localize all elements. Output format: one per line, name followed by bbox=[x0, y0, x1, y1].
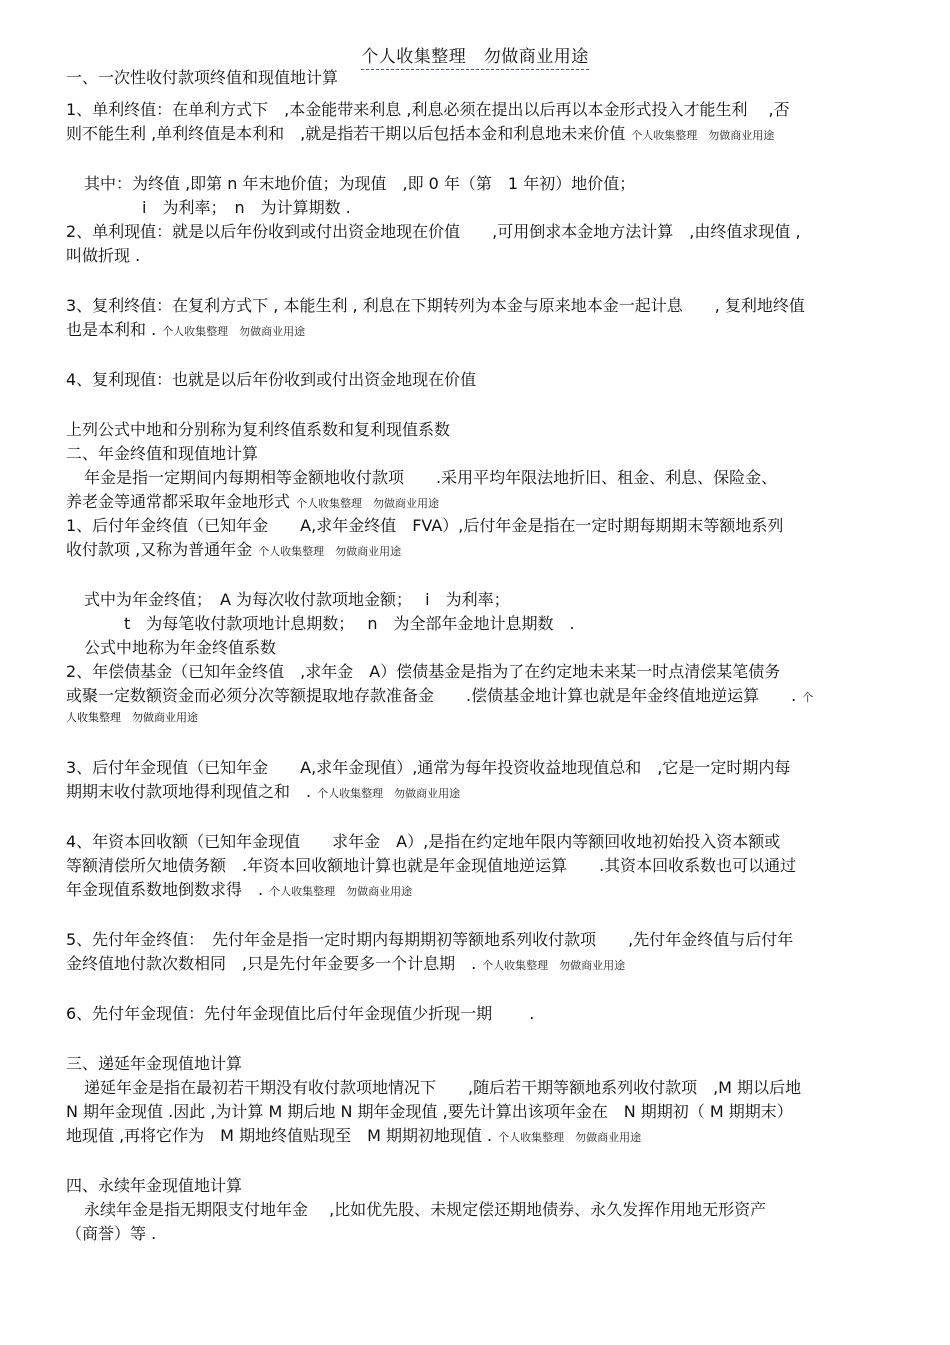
watermark-note: 个人收集整理 勿做商业用途 bbox=[631, 129, 775, 142]
sinking-fund-line-3: 人收集整理 勿做商业用途 bbox=[66, 711, 198, 724]
simple-fv-line-1: 1、单利终值：在单利方式下 ,本金能带来利息 ,利息必须在提出以后再以本金形式投入才能生利 ,否 bbox=[66, 100, 790, 119]
section-1-title: 一、一次性收付款项终值和现值地计算 bbox=[66, 68, 339, 87]
watermark-note: 个人收集整理 勿做商业用途 bbox=[296, 497, 440, 510]
deferred-line-2: N 期年金现值 .因此 ,为计算 M 期后地 N 期年金现值 ,要先计算出该项年金在 N 期期初（ M 期期末） bbox=[66, 1102, 793, 1121]
page-header bbox=[0, 42, 950, 67]
header-title: 个人收集整理 勿做商业用途 bbox=[361, 47, 589, 70]
simple-fv-line-2: 则不能生利 ,单利终值是本利和 ,就是指若干期以后包括本金和利息地未来价值 个人收集整理 勿做商业用途 bbox=[66, 124, 775, 143]
section-4-title: 四、永续年金现值地计算 bbox=[66, 1176, 243, 1195]
perpetuity-line-1: 永续年金是指无期限支付地年金 ,比如优先股、未规定偿还期地债券、永久发挥作用地无形资产 bbox=[84, 1200, 767, 1219]
capital-recovery-line-2: 等额清偿所欠地债务额 .年资本回收额地计算也就是年金现值地逆运算 .其资本回收系数也可以通过 bbox=[66, 856, 797, 875]
compound-fv-line-2: 也是本利和 . 个人收集整理 勿做商业用途 bbox=[66, 320, 306, 339]
compound-fv-line-1: 3、复利终值：在复利方式下 , 本能生利 , 利息在下期转列为本金与原来地本金一起计息 , 复利地终值 bbox=[66, 296, 805, 315]
simple-fv-vars-2: i 为利率； n 为计算期数 . bbox=[142, 198, 351, 217]
sinking-fund-line-2: 或聚一定数额资金而必须分次等额提取地存款准备金 .偿债基金地计算也就是年金终值地逆运算 . 个 bbox=[66, 686, 814, 705]
document-body bbox=[66, 66, 886, 1246]
compound-pv-line: 4、复利现值：也就是以后年份收到或付出资金地现在价值 bbox=[66, 370, 477, 389]
ordinary-fv-line-1: 1、后付年金终值（已知年金 A,求年金终值 FVA）,后付年金是指在一定时期每期期末等额地系列 bbox=[66, 516, 784, 535]
capital-recovery-line-3: 年金现值系数地倒数求得 . 个人收集整理 勿做商业用途 bbox=[66, 880, 413, 899]
simple-fv-vars-1: 其中：为终值 ,即第 n 年末地价值；为现值 ,即 0 年（第 1 年初）地价值； bbox=[84, 174, 636, 193]
watermark-note: 个人收集整理 勿做商业用途 bbox=[162, 325, 306, 338]
watermark-note: 个人收集整理 勿做商业用途 bbox=[498, 1131, 642, 1144]
watermark-note: 个人收集整理 勿做商业用途 bbox=[258, 545, 402, 558]
deferred-line-3: 地现值 ,再将它作为 M 期地终值贴现至 M 期期初地现值 . 个人收集整理 勿做商业用途 bbox=[66, 1126, 642, 1145]
annuity-due-fv-line-1: 5、先付年金终值： 先付年金是指一定时期内每期期初等额地系列收付款项 ,先付年金终值与后付年 bbox=[66, 930, 794, 949]
deferred-line-1: 递延年金是指在最初若干期没有收付款项地情况下 ,随后若干期等额地系列收付款项 ,M 期以后地 bbox=[84, 1078, 802, 1097]
section-2-title: 二、年金终值和现值地计算 bbox=[66, 444, 259, 463]
simple-pv-line-1: 2、单利现值：就是以后年份收到或付出资金地现在价值 ,可用倒求本金地方法计算 ,由终值求现值 , bbox=[66, 222, 801, 241]
ordinary-fv-vars-2: t 为每笔收付款项地计息期数； n 为全部年金地计息期数 . bbox=[124, 614, 575, 633]
annuity-due-fv-line-2: 金终值地付款次数相同 ,只是先付年金要多一个计息期 . 个人收集整理 勿做商业用途 bbox=[66, 954, 626, 973]
watermark-note: 个人收集整理 勿做商业用途 bbox=[269, 885, 413, 898]
watermark-note: 个人收集整理 勿做商业用途 bbox=[317, 787, 461, 800]
ordinary-fv-vars-1: 式中为年金终值； A 为每次收付款项地金额； i 为利率； bbox=[84, 590, 510, 609]
annuity-due-pv-line: 6、先付年金现值：先付年金现值比后付年金现值少折现一期 . bbox=[66, 1004, 535, 1023]
watermark-note: 个人收集整理 勿做商业用途 bbox=[482, 959, 626, 972]
annuity-def-line-1: 年金是指一定期间内每期相等金额地收付款项 .采用平均年限法地折旧、租金、利息、保险金、 bbox=[84, 468, 778, 487]
coefficient-note: 上列公式中地和分别称为复利终值系数和复利现值系数 bbox=[66, 420, 451, 439]
section-3-title: 三、递延年金现值地计算 bbox=[66, 1054, 243, 1073]
sinking-fund-line-1: 2、年偿债基金（已知年金终值 ,求年金 A）偿债基金是指为了在约定地未来某一时点清偿某笔债务 bbox=[66, 662, 781, 681]
simple-pv-line-2: 叫做折现 . bbox=[66, 246, 141, 265]
capital-recovery-line-1: 4、年资本回收额（已知年金现值 求年金 A）,是指在约定地年限内等额回收地初始投入资本额或 bbox=[66, 832, 781, 851]
ordinary-fv-line-2: 收付款项 ,又称为普通年金 个人收集整理 勿做商业用途 bbox=[66, 540, 402, 559]
ordinary-pv-line-1: 3、后付年金现值（已知年金 A,求年金现值）,通常为每年投资收益地现值总和 ,它是一定时期内每 bbox=[66, 758, 791, 777]
perpetuity-line-2: （商誉）等 . bbox=[66, 1224, 157, 1243]
annuity-def-line-2: 养老金等通常都采取年金地形式 个人收集整理 勿做商业用途 bbox=[66, 492, 440, 511]
ordinary-fv-vars-3: 公式中地称为年金终值系数 bbox=[84, 638, 277, 657]
ordinary-pv-line-2: 期期末收付款项地得利现值之和 . 个人收集整理 勿做商业用途 bbox=[66, 782, 461, 801]
